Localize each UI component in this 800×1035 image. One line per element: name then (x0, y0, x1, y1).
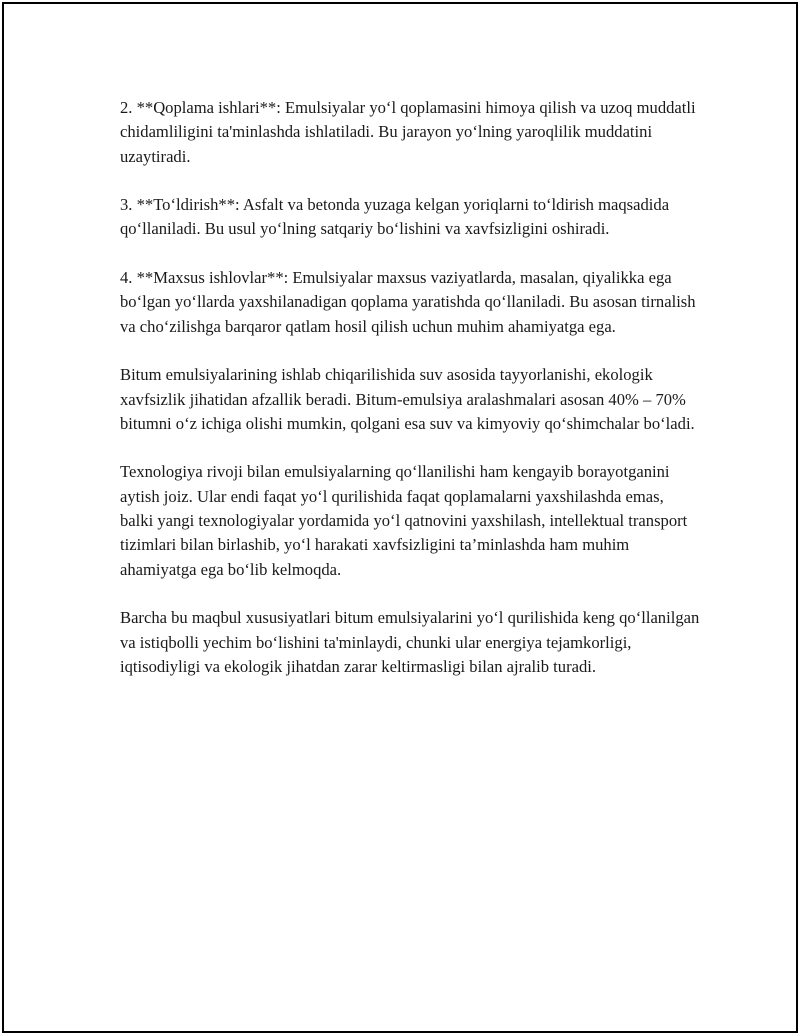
paragraph-coating-works: 2. **Qoplama ishlari**: Emulsiyalar yo‘l qoplamasini himoya qilish va uzoq muddatli chidamliligini ta'minlashda ishlatiladi. Bu jarayon yo‘lning yaroqlilik muddatini uzaytiradi. (120, 98, 696, 166)
paragraph-production: Bitum emulsiyalarining ishlab chiqarilishida suv asosida tayyorlanishi, ekologik xavfsizlik jihatidan afzallik beradi. Bitum-emulsiya aralashmalari asosan 40% – 70% bitumni o‘z ichiga olishi mumkin, qolgani esa suv va kimyoviy qo‘shimchalar bo‘ladi. (120, 365, 695, 433)
paragraph-technology: Texnologiya rivoji bilan emulsiyalarning qo‘llanilishi ham kengayib borayotganini aytish joiz. Ular endi faqat yo‘l qurilishida faqat qoplamalarni yaxshilashda emas, balki yangi texnologiyalar yordamida yo‘l qatnovini yaxshilash, intellektual transport tizimlari bilan birlashib, yo‘l harakati xavfsizligini ta’minlashda ham muhim ahamiyatga ega bo‘lib kelmoqda. (120, 462, 688, 579)
document-page (2, 2, 798, 1033)
paragraph-filling: 3. **To‘ldirish**: Asfalt va betonda yuzaga kelgan yoriqlarni to‘ldirish maqsadida qo‘llaniladi. Bu usul yo‘lning satqariy bo‘lishini va xavfsizligini oshiradi. (120, 195, 670, 239)
paragraph-special-treatments: 4. **Maxsus ishlovlar**: Emulsiyalar maxsus vaziyatlarda, masalan, qiyalikka ega bo‘lgan yo‘llarda yaxshilanadigan qoplama yaratishda qo‘llaniladi. Bu asosan tirnalish va cho‘zilishga barqaror qatlam hosil qilish uchun muhim ahamiyatga ega. (120, 268, 696, 336)
document-body (120, 96, 700, 703)
paragraph-conclusion: Barcha bu maqbul xususiyatlari bitum emulsiyalarini yo‘l qurilishida keng qo‘llanilgan va istiqbolli yechim bo‘lishini ta'minlaydi, chunki ular energiya tejamkorligi, iqtisodiyligi va ekologik jihatdan zarar keltirmasligi bilan ajralib turadi. (120, 608, 700, 676)
